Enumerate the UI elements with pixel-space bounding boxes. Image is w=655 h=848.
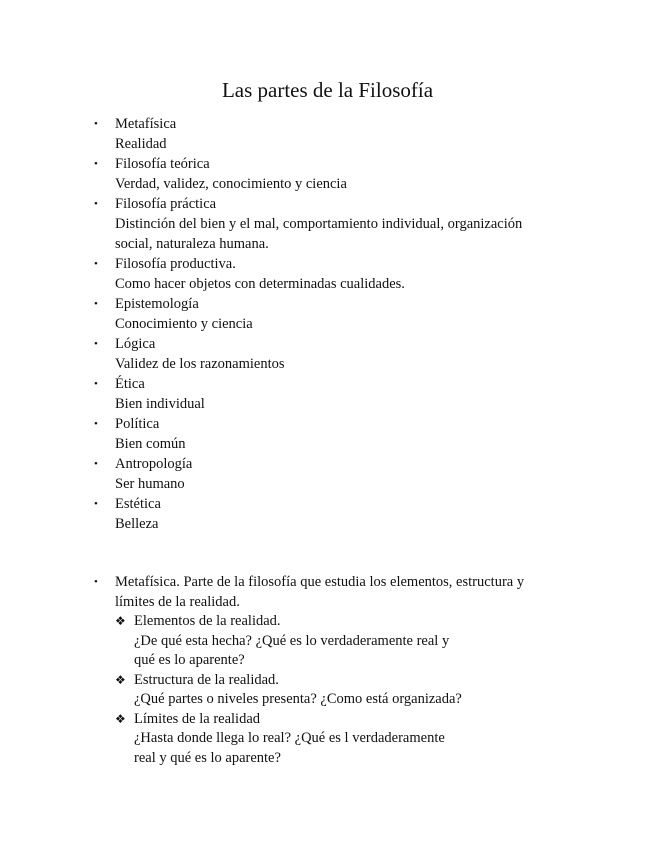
- part-name: Filosofía teórica: [115, 156, 210, 172]
- subitem-heading: Estructura de la realidad.: [134, 671, 279, 688]
- list-item: [0, 374, 655, 414]
- part-name: Lógica: [115, 336, 156, 352]
- metaphysics-sublist: [115, 612, 555, 768]
- part-name: Política: [115, 416, 160, 432]
- part-description: Verdad, validez, conocimiento y ciencia: [115, 176, 347, 192]
- part-description: Validez de los razonamientos: [115, 356, 285, 372]
- bullet-icon: •: [94, 338, 98, 350]
- diamond-bullet-icon: ❖: [115, 672, 126, 687]
- part-name: Filosofía práctica: [115, 196, 217, 212]
- bullet-icon: •: [94, 378, 98, 390]
- list-item: [0, 114, 655, 154]
- list-item: [0, 254, 655, 294]
- subitem-description: ¿Qué partes o niveles presenta? ¿Como está organizada?: [134, 691, 462, 707]
- list-item: [0, 572, 655, 768]
- subitem-heading: Elementos de la realidad.: [134, 613, 281, 629]
- bullet-icon: •: [94, 198, 98, 210]
- bullet-icon: •: [94, 118, 98, 130]
- list-item: [0, 194, 655, 254]
- part-description: Ser humano: [115, 476, 185, 492]
- part-name: Antropología: [115, 456, 193, 472]
- part-description: Conocimiento y ciencia: [115, 316, 253, 332]
- sub-list-item: [115, 710, 555, 769]
- bullet-icon: •: [94, 298, 98, 310]
- part-name: Estética: [115, 496, 161, 512]
- bullet-icon: •: [94, 258, 98, 270]
- metaphysics-intro: Metafísica. Parte de la filosofía que estudia los elementos, estructura y límites de la realidad.: [115, 574, 525, 610]
- sub-list-item: [115, 612, 555, 671]
- subitem-description: ¿Hasta donde llega lo real? ¿Qué es l verdaderamente real y qué es lo aparente?: [134, 730, 445, 766]
- diamond-bullet-icon: ❖: [115, 711, 126, 726]
- subitem-heading: Límites de la realidad: [134, 710, 261, 727]
- part-description: Bien común: [115, 436, 186, 452]
- page-title: Las partes de la Filosofía: [221, 78, 434, 102]
- part-name: Ética: [115, 376, 145, 392]
- part-name: Filosofía productiva.: [115, 256, 236, 272]
- bullet-icon: •: [94, 158, 98, 170]
- sub-list-item: [115, 671, 555, 710]
- parts-list: [0, 114, 655, 534]
- diamond-bullet-icon: ❖: [115, 614, 126, 628]
- part-description: Realidad: [115, 136, 167, 152]
- list-item: [0, 494, 655, 534]
- part-description: Distinción del bien y el mal, comportamiento individual, organización social, naturaleza humana.: [115, 216, 523, 252]
- part-description: Belleza: [115, 516, 159, 532]
- bullet-icon: •: [94, 498, 98, 510]
- list-item: [0, 414, 655, 454]
- bullet-icon: •: [94, 418, 98, 430]
- list-item: [0, 294, 655, 334]
- list-item: [0, 454, 655, 494]
- subitem-description: ¿De qué esta hecha? ¿Qué es lo verdaderamente real y qué es lo aparente?: [134, 632, 450, 668]
- bullet-icon: •: [94, 458, 98, 470]
- part-description: Bien individual: [115, 396, 205, 412]
- list-item: [0, 334, 655, 374]
- metaphysics-section: [0, 572, 655, 768]
- part-name: Metafísica: [115, 116, 177, 132]
- part-description: Como hacer objetos con determinadas cualidades.: [115, 276, 405, 292]
- bullet-icon: •: [94, 576, 98, 588]
- list-item: [0, 154, 655, 194]
- part-name: Epistemología: [115, 296, 199, 312]
